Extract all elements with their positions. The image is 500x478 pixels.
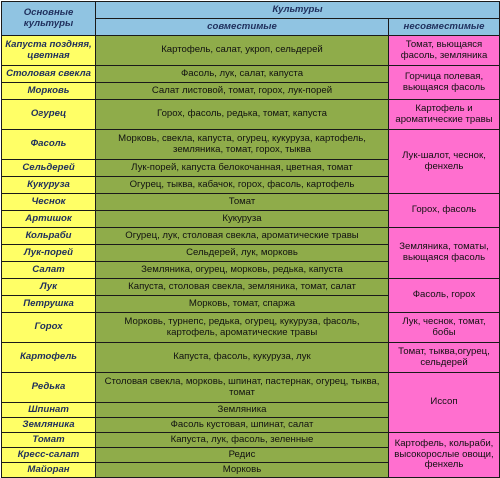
compatible-crops: Фасоль, лук, салат, капуста xyxy=(96,66,389,83)
crop-name: Редька xyxy=(2,373,96,403)
crop-name: Лук-порей xyxy=(2,245,96,262)
compatible-crops: Земляника xyxy=(96,403,389,418)
compatible-crops: Огурец, лук, столовая свекла, ароматические травы xyxy=(96,228,389,245)
crop-name: Томат xyxy=(2,433,96,448)
compatible-crops: Земляника, огурец, морковь, редька, капуста xyxy=(96,262,389,279)
crop-name: Капуста поздняя, цветная xyxy=(2,36,96,66)
crop-name: Морковь xyxy=(2,83,96,100)
compatible-crops: Кукуруза xyxy=(96,211,389,228)
compatible-crops: Капуста, фасоль, кукуруза, лук xyxy=(96,343,389,373)
compatible-crops: Капуста, лук, фасоль, зеленные xyxy=(96,433,389,448)
crop-name: Сельдерей xyxy=(2,160,96,177)
incompatible-crops: Томат, тыква,огурец, сельдерей xyxy=(389,343,500,373)
crop-compatibility-table xyxy=(1,1,500,478)
compatible-crops: Сельдерей, лук, морковь xyxy=(96,245,389,262)
crop-name: Салат xyxy=(2,262,96,279)
crop-name: Картофель xyxy=(2,343,96,373)
compatible-crops: Огурец, тыква, кабачок, горох, фасоль, картофель xyxy=(96,177,389,194)
compatible-crops: Томат xyxy=(96,194,389,211)
compatible-crops: Морковь, свекла, капуста, огурец, кукуруза, картофель, земляника, томат, горох, тыква xyxy=(96,130,389,160)
crop-name: Столовая свекла xyxy=(2,66,96,83)
crop-name: Чеснок xyxy=(2,194,96,211)
table-row xyxy=(2,228,500,245)
compatible-crops: Капуста, столовая свекла, земляника, томат, салат xyxy=(96,279,389,296)
crop-name: Кресс-салат xyxy=(2,448,96,463)
crop-name: Фасоль xyxy=(2,130,96,160)
incompatible-crops: Горчица полевая, вьющаяся фасоль xyxy=(389,66,500,100)
header-main-crops: Основные культуры xyxy=(2,2,96,36)
compatible-crops: Картофель, салат, укроп, сельдерей xyxy=(96,36,389,66)
crop-name: Артишок xyxy=(2,211,96,228)
table-row xyxy=(2,36,500,66)
crop-name: Кукуруза xyxy=(2,177,96,194)
table-row xyxy=(2,433,500,448)
compatible-crops: Морковь, томат, спаржа xyxy=(96,296,389,313)
crop-name: Лук xyxy=(2,279,96,296)
crop-name: Шпинат xyxy=(2,403,96,418)
compatible-crops: Лук-порей, капуста белокочанная, цветная, томат xyxy=(96,160,389,177)
incompatible-crops: Лук, чеснок, томат, бобы xyxy=(389,313,500,343)
table-row xyxy=(2,279,500,296)
incompatible-crops: Картофель, кольраби, высокорослые овощи, фенхель xyxy=(389,433,500,478)
crop-name: Кольраби xyxy=(2,228,96,245)
compatible-crops: Столовая свекла, морковь, шпинат, пастернак, огурец, тыква, томат xyxy=(96,373,389,403)
compatible-crops: Редис xyxy=(96,448,389,463)
crop-name: Петрушка xyxy=(2,296,96,313)
incompatible-crops: Лук-шалот, чеснок, фенхель xyxy=(389,130,500,194)
header-compatible: совместимые xyxy=(96,19,389,36)
crop-name: Земляника xyxy=(2,418,96,433)
table-row xyxy=(2,66,500,83)
compatible-crops: Салат листовой, томат, горох, лук-порей xyxy=(96,83,389,100)
table-row xyxy=(2,313,500,343)
compatible-crops: Морковь, турнепс, редька, огурец, кукуруза, фасоль, картофель, ароматические травы xyxy=(96,313,389,343)
incompatible-crops: Земляника, томаты, вьющаяся фасоль xyxy=(389,228,500,279)
compatible-crops: Горох, фасоль, редька, томат, капуста xyxy=(96,100,389,130)
header-crops: Культуры xyxy=(96,2,500,19)
table-row xyxy=(2,343,500,373)
incompatible-crops: Горох, фасоль xyxy=(389,194,500,228)
compatible-crops: Морковь xyxy=(96,463,389,478)
incompatible-crops: Томат, вьющаяся фасоль, земляника xyxy=(389,36,500,66)
table-row xyxy=(2,194,500,211)
incompatible-crops: Иссоп xyxy=(389,373,500,433)
crop-name: Майоран xyxy=(2,463,96,478)
table-row xyxy=(2,130,500,160)
compatible-crops: Фасоль кустовая, шпинат, салат xyxy=(96,418,389,433)
table-row xyxy=(2,100,500,130)
crop-name: Огурец xyxy=(2,100,96,130)
incompatible-crops: Фасоль, горох xyxy=(389,279,500,313)
table-row xyxy=(2,373,500,403)
incompatible-crops: Картофель и ароматические травы xyxy=(389,100,500,130)
crop-name: Горох xyxy=(2,313,96,343)
header-incompatible: несовместимые xyxy=(389,19,500,36)
